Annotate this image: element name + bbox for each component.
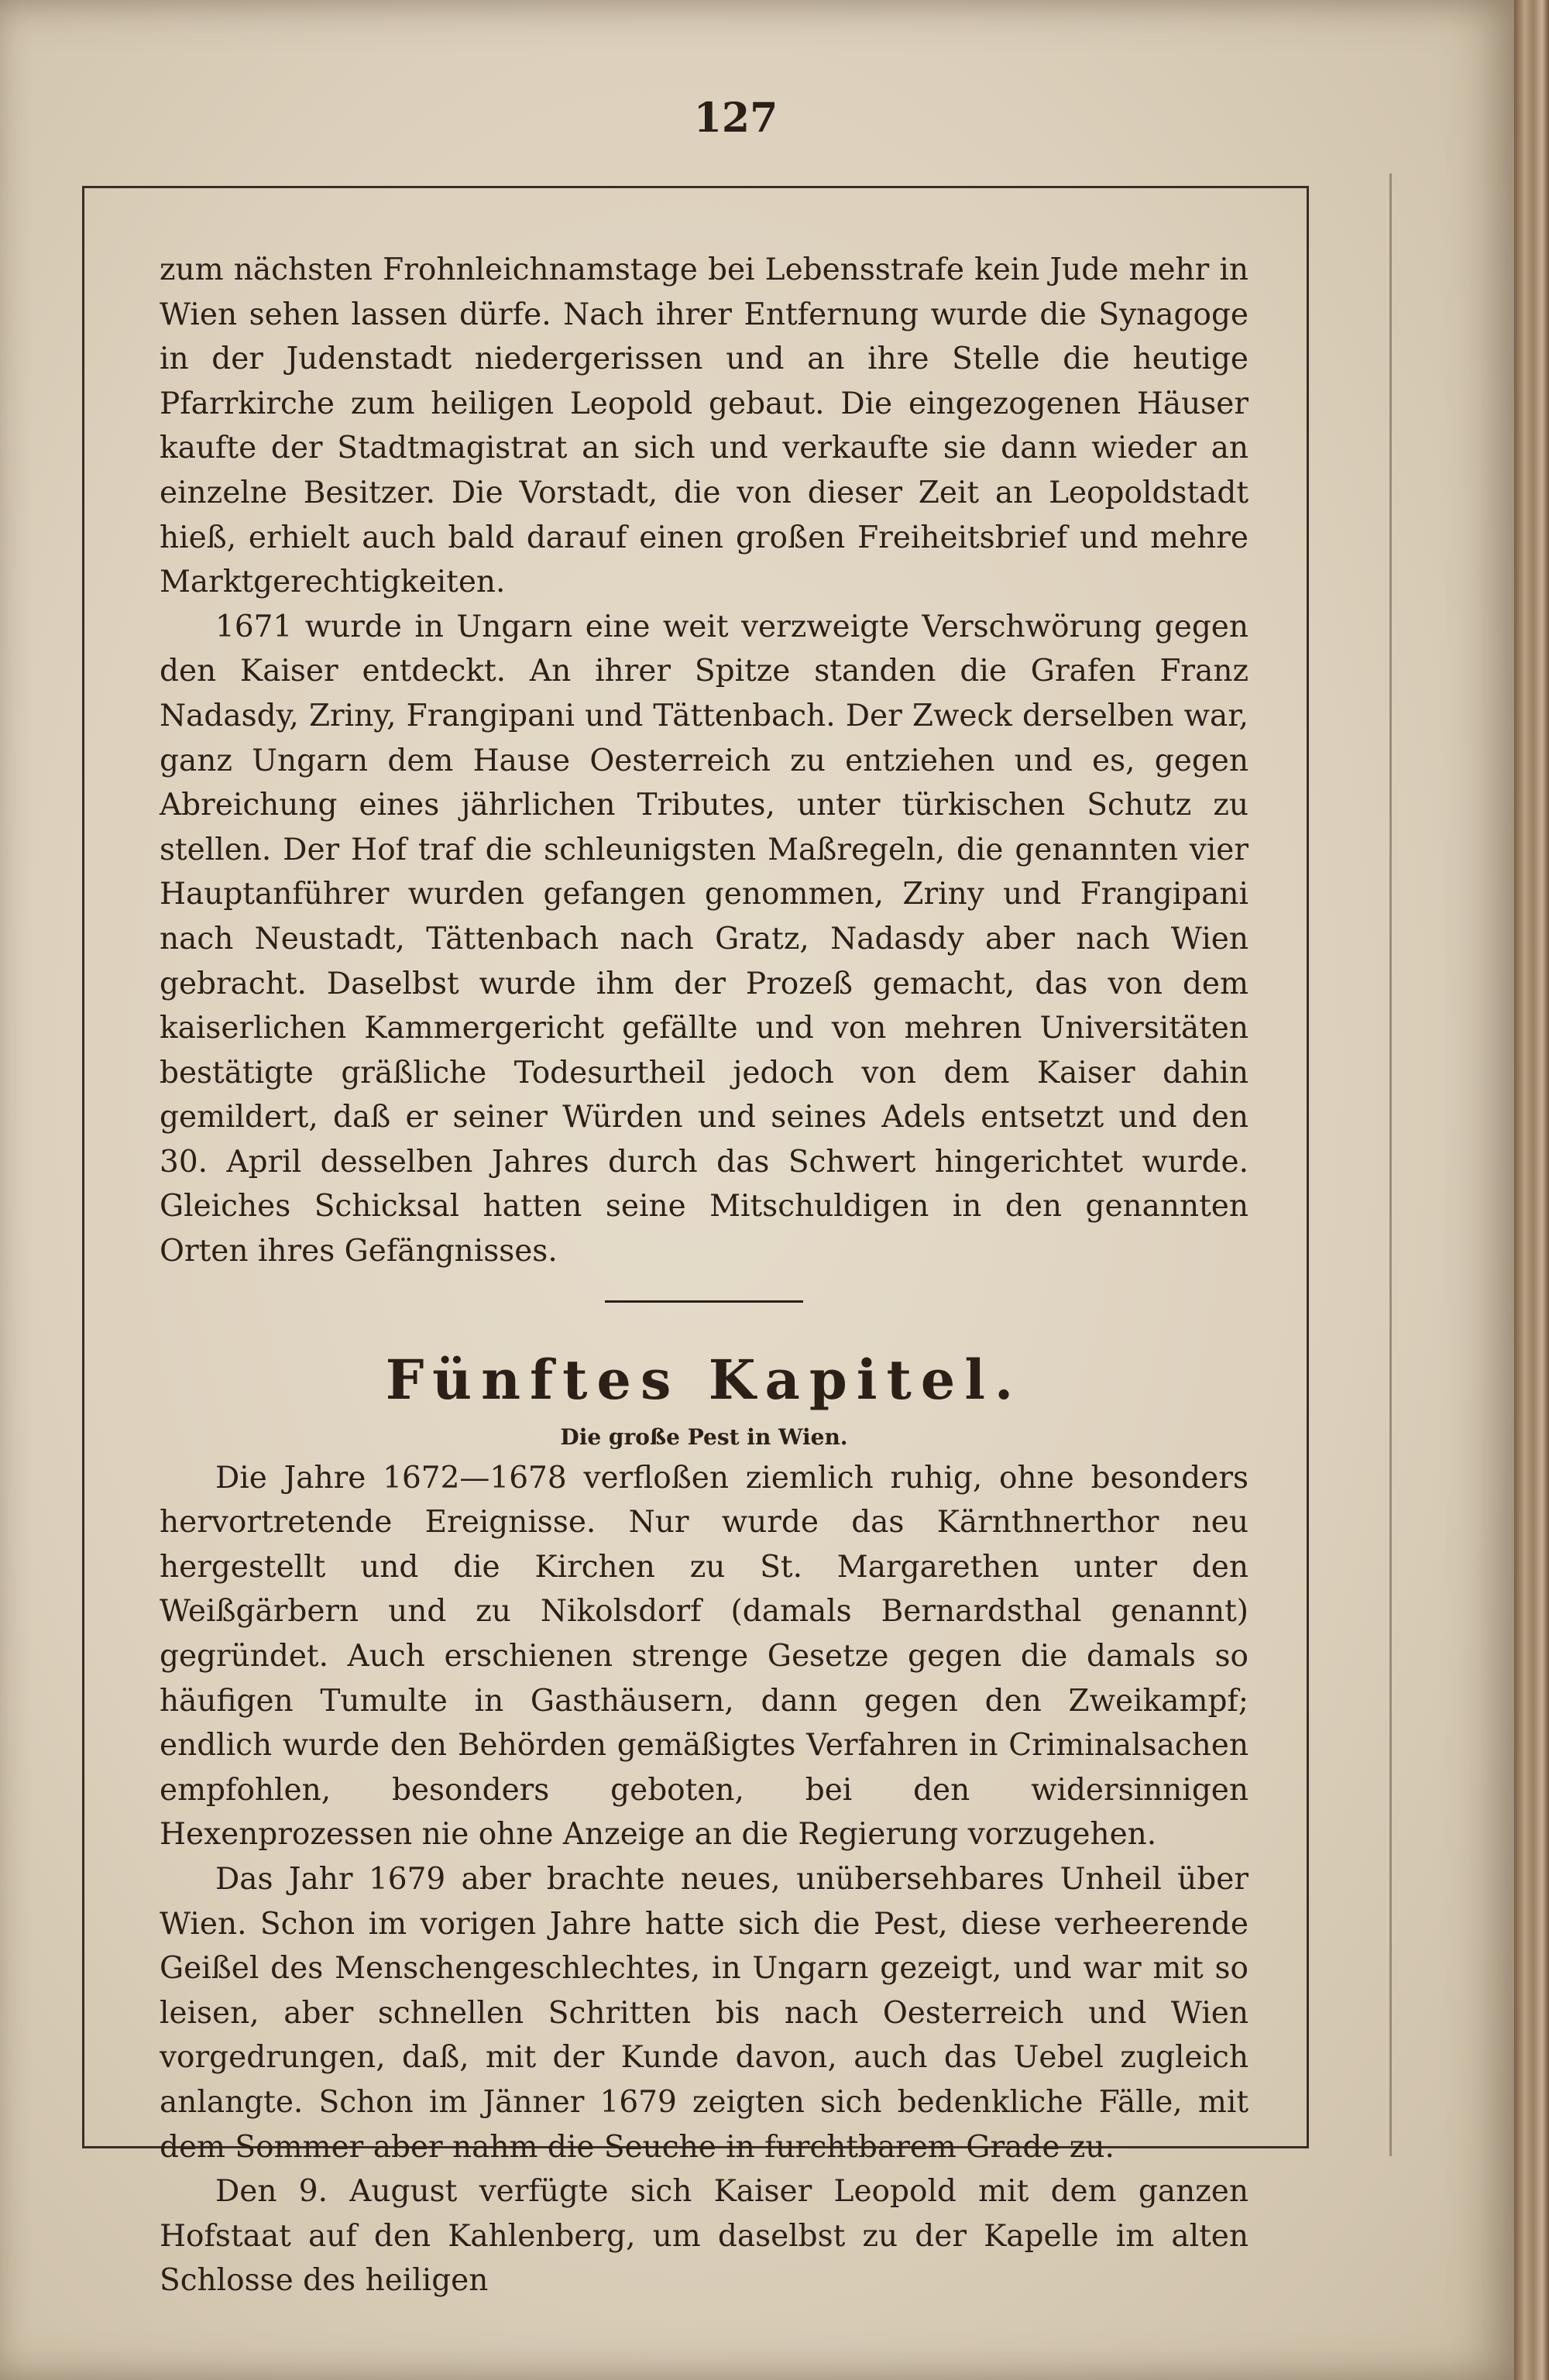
page-edge — [1514, 0, 1549, 2380]
paragraph: Das Jahr 1679 aber brachte neues, unübersehbares Unheil über Wien. Schon im vorigen Jahre hatte sich die Pest, diese verheerende Geißel des Menschengeschlechtes, in Ungarn gezeigt, und war mit so leisen, aber schnellen Schritten bis nach Oesterreich und Wien vorgedrungen, daß, mit der Kunde davon, auch das Uebel zugleich anlangte. Schon im Jänner 1679 zeigten sich bedenkliche Fälle, mit dem Sommer aber nahm die Seuche in furchtbarem Grade zu. — [160, 1862, 1248, 2165]
body-text — [160, 248, 1248, 2303]
chapter-subtitle: Die große Pest in Wien. — [560, 1424, 848, 1450]
section-divider — [605, 1300, 803, 1303]
chapter-title: Fünftes Kapitel. — [385, 1347, 1023, 1412]
paragraph: 1671 wurde in Ungarn eine weit verzweigte Verschwörung gegen den Kaiser entdeckt. An ihrer Spitze standen die Grafen Franz Nadasdy, Zriny, Frangipani und Tättenbach. Der Zweck derselben war, ganz Ungarn dem Hause Oesterreich zu entziehen und es, gegen Abreichung eines jährlichen Tributes, unter türkischen Schutz zu stellen. Der Hof traf die schleunigsten Maßregeln, die genannten vier Hauptanführer wurden gefangen genommen, Zriny und Frangipani nach Neustadt, Tättenbach nach Gratz, Nadasdy aber nach Wien gebracht. Daselbst wurde ihm der Prozeß gemacht, das von dem kaiserlichen Kammergericht gefällte und von mehren Universitäten bestätigte gräßliche Todesurtheil jedoch von dem Kaiser dahin gemildert, daß er seiner Würden und seines Adels entsetzt und den 30. April desselben Jahres durch das Schwert hingerichtet wurde. Gleiches Schicksal hatten seine Mitschuldigen in den genannten Orten ihres Gefängnisses. — [160, 609, 1248, 1269]
frame-margin-line — [1389, 173, 1392, 2156]
paragraph: Die Jahre 1672—1678 verfloßen ziemlich ruhig, ohne besonders hervortretende Ereignisse. Nur wurde das Kärnthnerthor neu hergestellt und die Kirchen zu St. Margarethen unter den Weißgärbern und zu Nikolsdorf (damals Bernardsthal genannt) gegründet. Auch erschienen strenge Gesetze gegen die damals so häufigen Tumulte in Gasthäusern, dann gegen den Zweikampf; endlich wurde den Behörden gemäßigtes Verfahren in Criminalsachen empfohlen, besonders geboten, bei den widersinnigen Hexenprozessen nie ohne Anzeige an die Regierung vorzugehen. — [160, 1460, 1248, 1853]
paragraph: Den 9. August verfügte sich Kaiser Leopold mit dem ganzen Hofstaat auf den Kahlenberg, um daselbst zu der Kapelle im alten Schlosse des heiligen — [160, 2174, 1248, 2299]
paragraph: zum nächsten Frohnleichnamstage bei Lebensstrafe kein Jude mehr in Wien sehen lassen dürfe. Nach ihrer Entfernung wurde die Synagoge in der Judenstadt niedergerissen und an ihre Stelle die heutige Pfarrkirche zum heiligen Leopold gebaut. Die eingezogenen Häuser kaufte der Stadtmagistrat an sich und verkaufte sie dann wieder an einzelne Besitzer. Die Vorstadt, die von dieser Zeit an Leopoldstadt hieß, erhielt auch bald darauf einen großen Freiheitsbrief und mehre Marktgerechtigkeiten. — [160, 252, 1248, 600]
page-number: 127 — [693, 94, 778, 142]
